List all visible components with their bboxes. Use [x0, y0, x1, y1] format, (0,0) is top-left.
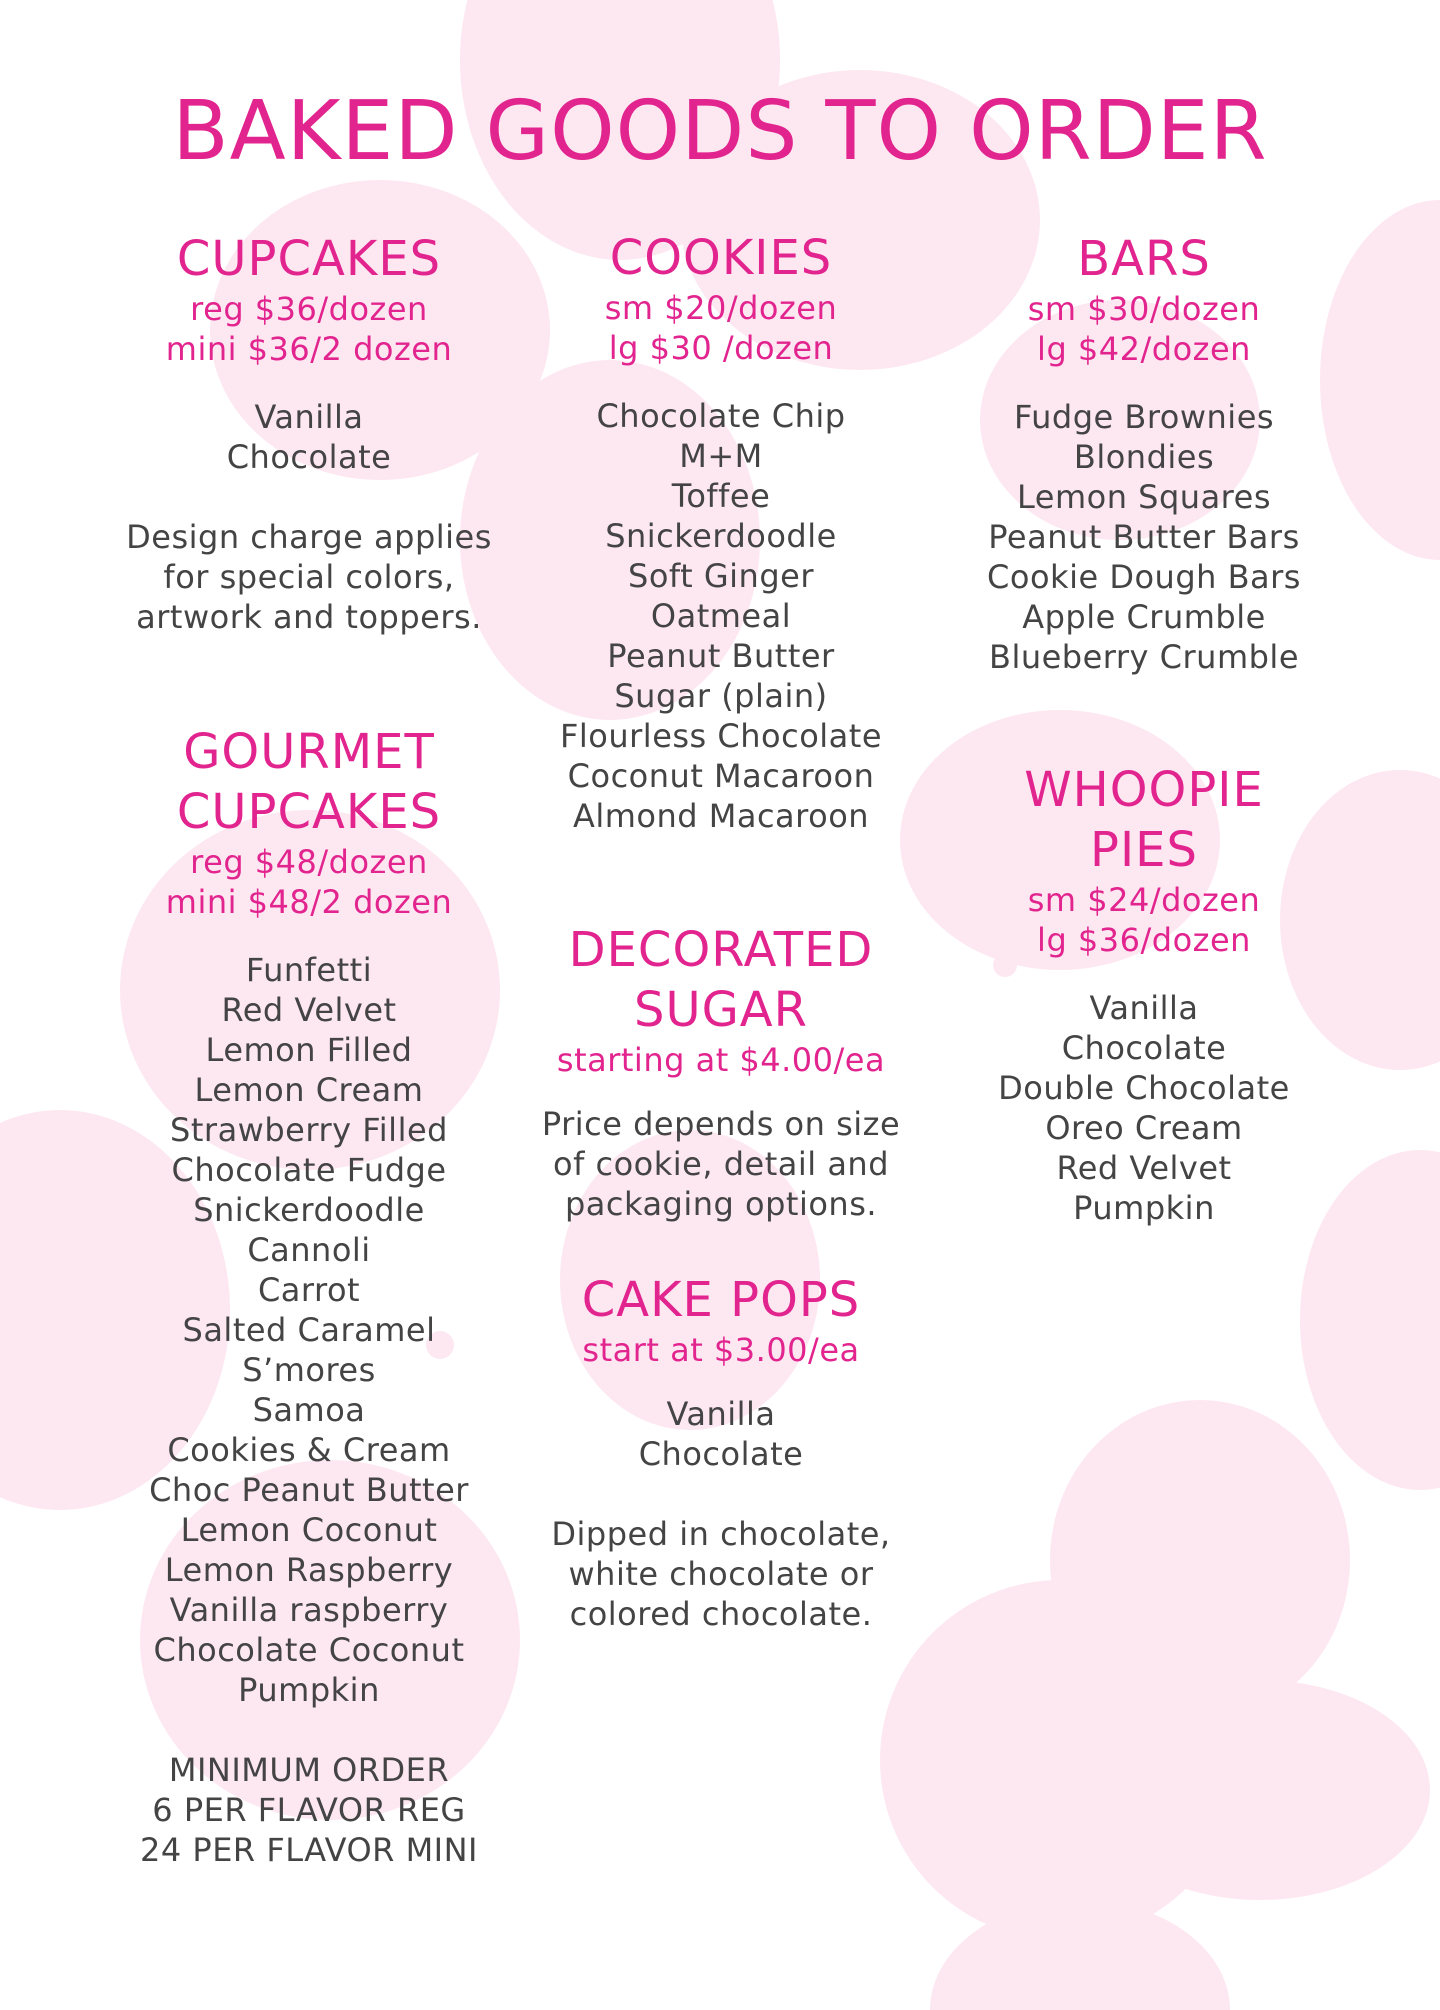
flavor-item: Pumpkin [238, 1671, 380, 1709]
design-note: artwork and toppers. [136, 598, 482, 636]
section-whoopie-pies [929, 760, 1359, 1228]
flavor-item: Chocolate [638, 1435, 804, 1473]
flavor-item: M+M [679, 437, 763, 475]
flavor-item: Peanut Butter [607, 637, 835, 675]
flavor-item: Vanilla [1089, 989, 1199, 1027]
section-decorated-sugar [506, 920, 936, 1224]
section-cake-pops [506, 1270, 936, 1634]
price-line: lg $42/dozen [1037, 330, 1251, 368]
flavor-item: Samoa [252, 1391, 366, 1429]
design-note: Design charge applies [126, 518, 492, 556]
flavor-item: Chocolate Coconut [153, 1631, 465, 1669]
price-line: starting at $4.00/ea [556, 1041, 886, 1079]
section-heading: BARS [1077, 231, 1211, 287]
flavor-item: Snickerdoodle [193, 1191, 425, 1229]
flavor-item: Blueberry Crumble [988, 638, 1299, 676]
flavor-item: Apple Crumble [1022, 598, 1266, 636]
flavor-item: Lemon Coconut [180, 1511, 438, 1549]
flavor-item: Chocolate Chip [596, 397, 846, 435]
price-line: mini $36/2 dozen [165, 330, 453, 368]
flavor-item: Strawberry Filled [170, 1111, 448, 1149]
flavor-item: Sugar (plain) [614, 677, 828, 715]
section-bars [929, 229, 1359, 677]
flavor-item: Red Velvet [1056, 1149, 1232, 1187]
section-heading: PIES [1090, 822, 1198, 878]
price-line: start at $3.00/ea [582, 1331, 860, 1369]
cake-pops-note: colored chocolate. [569, 1595, 873, 1633]
price-line: lg $30 /dozen [608, 329, 834, 367]
flavor-item: Flourless Chocolate [559, 717, 882, 755]
flavor-item: Chocolate [226, 438, 392, 476]
flavor-item: Almond Macaroon [572, 797, 870, 835]
flavor-item: Vanilla [666, 1395, 776, 1433]
flavor-item: Vanilla [254, 398, 364, 436]
section-heading: GOURMET [183, 724, 435, 780]
minimum-order-note: MINIMUM ORDER [168, 1751, 450, 1789]
flavor-item: Salted Caramel [182, 1311, 436, 1349]
flavor-item: Coconut Macaroon [567, 757, 875, 795]
price-line: sm $24/dozen [1027, 881, 1261, 919]
price-line: mini $48/2 dozen [165, 883, 453, 921]
flavor-item: Fudge Brownies [1013, 398, 1275, 436]
flavor-item: Lemon Filled [205, 1031, 413, 1069]
section-cupcakes [94, 229, 524, 637]
cake-pops-note: white chocolate or [568, 1555, 874, 1593]
flavor-item: Snickerdoodle [605, 517, 837, 555]
price-line: sm $20/dozen [604, 289, 838, 327]
decorated-note: packaging options. [564, 1185, 878, 1223]
flavor-item: Funfetti [245, 951, 373, 989]
section-heading: CUPCAKES [176, 784, 442, 840]
flavor-item: Lemon Squares [1017, 478, 1271, 516]
flavor-item: Red Velvet [221, 991, 397, 1029]
flavor-item: Lemon Raspberry [164, 1551, 454, 1589]
section-heading: SUGAR [634, 982, 808, 1038]
minimum-order-note: 24 PER FLAVOR MINI [140, 1831, 478, 1869]
flavor-item: Chocolate [1061, 1029, 1227, 1067]
decorated-note: of cookie, detail and [552, 1145, 890, 1183]
cake-pops-note: Dipped in chocolate, [551, 1515, 891, 1553]
flavor-item: Oatmeal [650, 597, 792, 635]
section-heading: CUPCAKES [176, 231, 442, 287]
flavor-item: Pumpkin [1073, 1189, 1215, 1227]
decorated-note: Price depends on size [541, 1105, 901, 1143]
section-cookies [506, 228, 936, 836]
flavor-item: Cookies & Cream [167, 1431, 451, 1469]
flavor-item: Double Chocolate [998, 1069, 1290, 1107]
flavor-item: Soft Ginger [628, 557, 814, 595]
section-heading: COOKIES [609, 230, 833, 286]
section-gourmet-cupcakes [94, 722, 524, 1870]
flavor-item: Cookie Dough Bars [987, 558, 1301, 596]
section-heading: CAKE POPS [581, 1272, 861, 1328]
design-note: for special colors, [163, 558, 455, 596]
flavor-item: Toffee [671, 477, 771, 515]
flavor-item: Chocolate Fudge [171, 1151, 447, 1189]
section-heading: DECORATED [568, 922, 874, 978]
price-line: lg $36/dozen [1037, 921, 1251, 959]
flavor-item: Peanut Butter Bars [988, 518, 1300, 556]
page-title: BAKED GOODS TO ORDER [172, 84, 1268, 179]
price-line: sm $30/dozen [1027, 290, 1261, 328]
minimum-order-note: 6 PER FLAVOR REG [152, 1791, 466, 1829]
flavor-item: Lemon Cream [194, 1071, 424, 1109]
section-heading: WHOOPIE [1024, 762, 1264, 818]
price-line: reg $48/dozen [190, 843, 428, 881]
flavor-item: Choc Peanut Butter [149, 1471, 469, 1509]
flavor-item: Carrot [257, 1271, 361, 1309]
flavor-item: Oreo Cream [1045, 1109, 1243, 1147]
flavor-item: Blondies [1073, 438, 1215, 476]
flavor-item: Cannoli [247, 1231, 371, 1269]
flavor-item: Vanilla raspberry [169, 1591, 449, 1629]
price-line: reg $36/dozen [190, 290, 428, 328]
flavor-item: S’mores [242, 1351, 376, 1389]
